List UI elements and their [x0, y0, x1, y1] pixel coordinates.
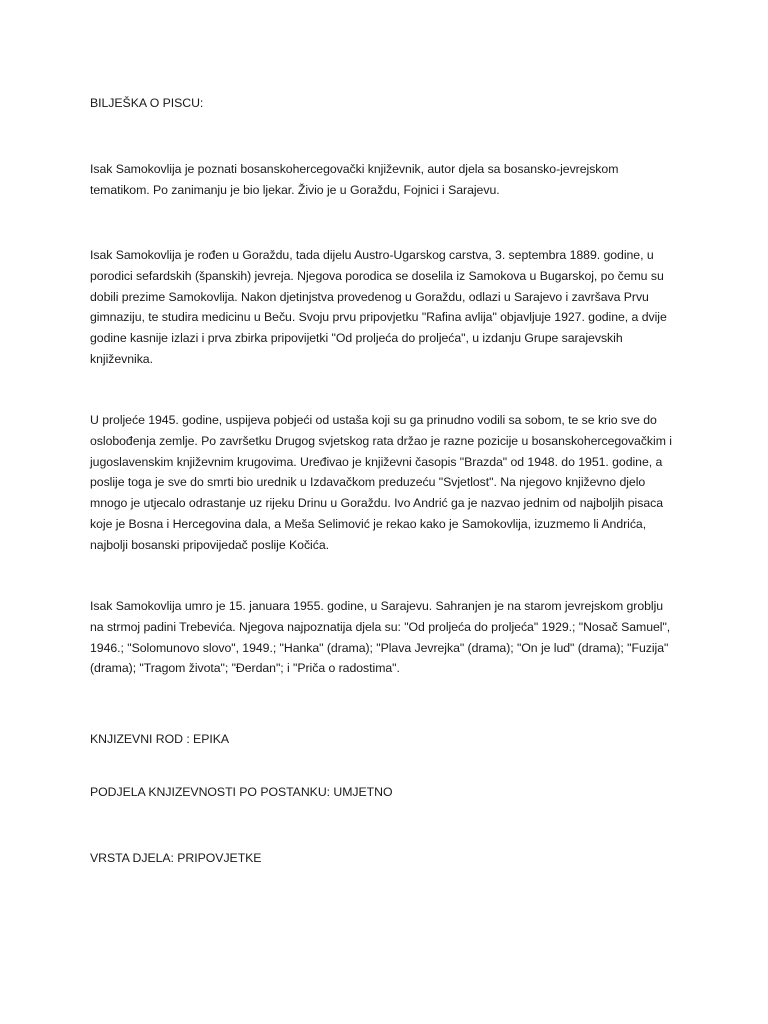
field-literature-origin: PODJELA KNJIZEVNOSTI PO POSTANKU: UMJETNO — [90, 785, 393, 799]
paragraph-intro: Isak Samokovlija je poznati bosanskohercegovački književnik, autor djela sa bosansko-jevrejskom tematikom. Po zanimanju je bio ljekar. Živio je u Goraždu, Fojnici i Sarajevu. — [90, 162, 619, 197]
section-heading: BILJEŠKA O PISCU: — [90, 96, 204, 110]
paragraph-biography: Isak Samokovlija je rođen u Goraždu, tada dijelu Austro-Ugarskog carstva, 3. septembra 1889. godine, u porodici sefardskih (španskih) jevreja. Njegova porodica se doselila iz Samokova u Bugarskoj, po čemu su dobili prezime Samokovlija. Nakon djetinjstva provedenog u Goraždu, odlazi u Sarajevo i završava Prvu gimnaziju, te studira medicinu u Beču. Svoju prvu pripovjetku "Rafina avlija" objavljuje 1927. godine, a dvije godine kasnije izlazi i prva zbirka pripovijetki "Od proljeća do proljeća", u izdanju Grupe sarajevskih književnika. — [90, 248, 667, 366]
field-work-type: VRSTA DJELA: PRIPOVJETKE — [90, 851, 262, 865]
paragraph-career: U proljeće 1945. godine, uspijeva pobjeći od ustaša koji su ga prinudno vodili sa sobom, te se krio sve do oslobođenja zemlje. Po završetku Drugog svjetskog rata držao je razne pozicije u bosanskohercegovačkim i jugoslavenskim književnim krugovima. Uređivao je književni časopis "Brazda" od 1948. do 1951. godine, a poslije toga je sve do smrti bio urednik u Izdavačkom preduzeću "Svjetlost". Na njegovo književno djelo mnogo je utjecalo odrastanje uz rijeku Drinu u Goraždu. Ivo Andrić ga je nazvao jednim od najboljih pisaca koje je Bosna i Hercegovina dala, a Meša Selimović je rekao kako je Samokovlija, izuzmemo li Andrića, najbolji bosanski pripovijedač poslije Kočića. — [90, 413, 672, 552]
paragraph-death-and-works: Isak Samokovlija umro je 15. januara 1955. godine, u Sarajevu. Sahranjen je na starom jevrejskom groblju na strmoj padini Trebevića. Njegova najpoznatija djela su: "Od proljeća do proljeća" 1929.; "Nosač Samuel", 1946.; "Solomunovo slovo", 1949.; "Hanka" (drama); "Plava Jevrejka" (drama); "On je lud" (drama); "Fuzija" (drama); "Tragom života"; "Đerdan"; i "Priča o radostima". — [90, 599, 671, 676]
field-literary-genre: KNJIZEVNI ROD : EPIKA — [90, 732, 230, 746]
